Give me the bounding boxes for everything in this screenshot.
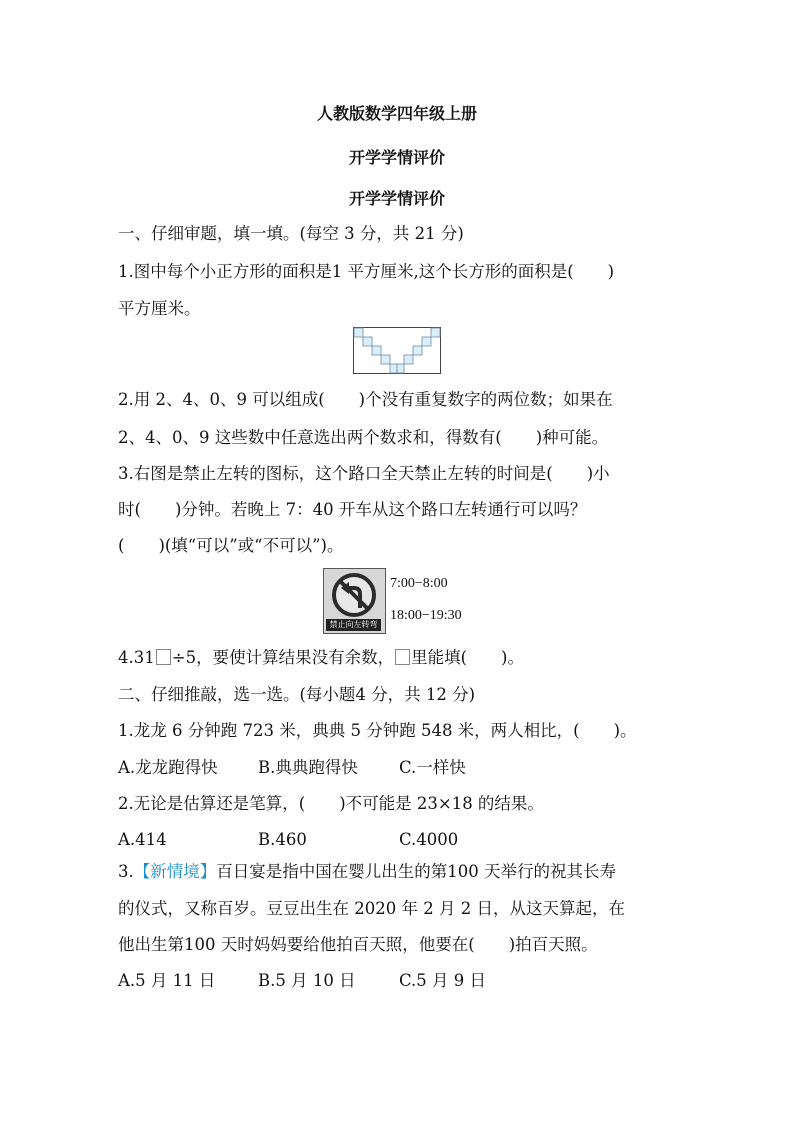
s2q3-option-c[interactable]: C.5 月 9 日 xyxy=(399,971,487,990)
q1-text-a: 1.图中每个小正方形的面积是1 平方厘米,这个长方形的面积是( xyxy=(118,262,574,281)
s2q1-option-b[interactable]: B.典典跑得快 xyxy=(258,758,358,777)
s2q2-text-b: )不可能是 23×18 的结果。 xyxy=(339,794,544,813)
s2q1-text-a: 1.龙龙 6 分钟跑 723 米，典典 5 分钟跑 548 米，两人相比，( xyxy=(118,721,580,740)
s2q2-stem xyxy=(118,793,544,815)
s2q3-option-a[interactable]: A.5 月 11 日 xyxy=(118,971,216,990)
s2q2-option-a[interactable]: A.414 xyxy=(118,830,167,849)
q3-text-d: )分钟。若晚上 7：40 开车从这个路口左转通行可以吗？ xyxy=(174,500,587,519)
q4-digit-box[interactable] xyxy=(156,649,171,665)
q2-line1 xyxy=(118,389,613,411)
s2q3-option-b[interactable]: B.5 月 10 日 xyxy=(258,971,356,990)
s2q3-text-1: 百日宴是指中国在婴儿出生的第100 天举行的祝其长寿 xyxy=(216,862,616,881)
no-left-turn-sign xyxy=(323,568,386,634)
restricted-time-2: 18:00−19:30 xyxy=(390,608,462,623)
q2-text-a: 2.用 2、4、0、9 可以组成( xyxy=(118,390,325,409)
q4-digit-box-ref xyxy=(395,649,410,665)
s2q3-options xyxy=(118,970,486,992)
s2q3-text-3a: 他出生第100 天时妈妈要给他拍百天照，他要在( xyxy=(118,935,475,954)
restricted-time-1: 7:00−8:00 xyxy=(390,576,448,591)
s2q3-text-3b: )拍百天照。 xyxy=(508,935,598,954)
no-left-turn-icon xyxy=(329,572,379,618)
s2q2-option-c[interactable]: C.4000 xyxy=(399,830,459,849)
q3-text-e: ( xyxy=(118,536,125,555)
sign-label: 禁止向左转弯 xyxy=(326,619,381,631)
q3-line3 xyxy=(118,535,344,557)
s2q1-text-b: )。 xyxy=(613,721,637,740)
q4-text-c: 里能填( xyxy=(411,648,468,667)
q4-line xyxy=(118,647,524,669)
q3-line2 xyxy=(118,499,586,521)
s2q2-options xyxy=(118,829,458,851)
section2-heading: 二、仔细推敲，选一选。(每小题4 分，共 12 分) xyxy=(118,685,476,704)
s2q3-line2: 的仪式，又称百岁。豆豆出生在 2020 年 2 月 2 日，从这天算起，在 xyxy=(118,899,625,918)
q3-text-a: 3.右图是禁止左转的图标，这个路口全天禁止左转的时间是( xyxy=(118,464,553,483)
s2q1-options xyxy=(118,757,466,779)
q2-text-b: )个没有重复数字的两位数；如果在 xyxy=(358,390,613,409)
q1-line1 xyxy=(118,261,614,283)
page-subtitle-1: 开学学情评价 xyxy=(348,148,445,167)
page-subtitle-2: 开学学情评价 xyxy=(348,189,445,208)
q2-line2 xyxy=(118,427,608,449)
q1-text-b: ) xyxy=(607,262,615,281)
q1-line2: 平方厘米。 xyxy=(118,299,201,318)
q4-text-d: )。 xyxy=(501,648,524,667)
book-title: 人教版数学四年级上册 xyxy=(316,104,477,123)
s2q3-number: 3. xyxy=(118,862,134,881)
q2-text-d: )种可能。 xyxy=(535,428,609,447)
q3-line1 xyxy=(118,463,610,485)
new-context-tag: 【新情境】 xyxy=(133,862,217,881)
q4-text-b: ÷5，要使计算结果没有余数， xyxy=(171,648,395,667)
s2q1-option-c[interactable]: C.一样快 xyxy=(399,758,466,777)
q3-text-f: )(填“可以”或“不可以”)。 xyxy=(158,536,344,555)
staircase-grid-figure xyxy=(353,327,441,374)
s2q2-option-b[interactable]: B.460 xyxy=(258,830,307,849)
q3-text-b: )小 xyxy=(586,464,610,483)
s2q1-option-a[interactable]: A.龙龙跑得快 xyxy=(118,758,218,777)
s2q2-text-a: 2.无论是估算还是笔算，( xyxy=(118,794,306,813)
q3-text-c: 时( xyxy=(118,500,141,519)
s2q1-stem xyxy=(118,720,637,742)
s2q3-line1 xyxy=(118,861,616,883)
s2q3-line3 xyxy=(118,934,598,956)
q2-text-c: 2、4、0、9 这些数中任意选出两个数求和，得数有( xyxy=(118,428,502,447)
section1-heading: 一、仔细审题，填一填。(每空 3 分，共 21 分) xyxy=(118,224,464,243)
q4-text-a: 4.31 xyxy=(118,648,155,667)
